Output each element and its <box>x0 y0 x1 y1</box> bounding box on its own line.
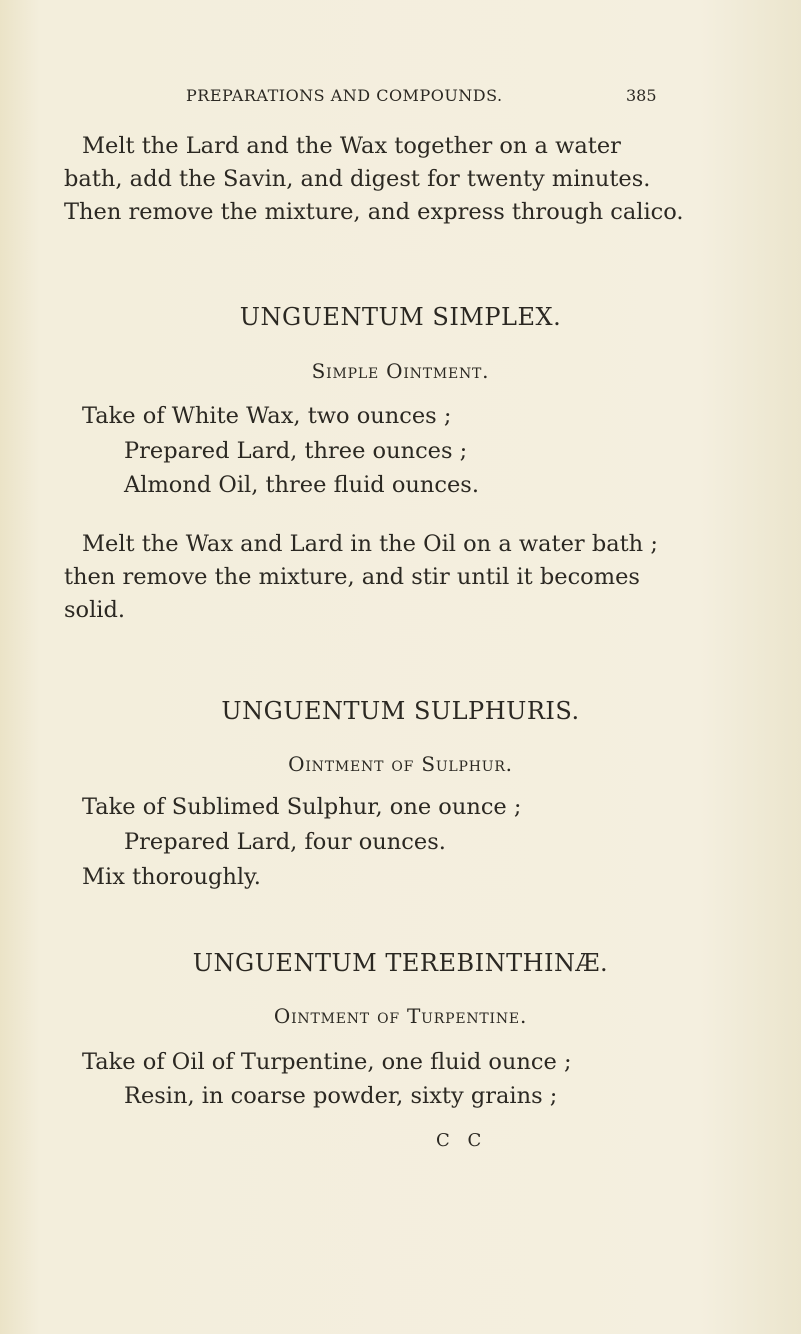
text-line: Then remove the mixture, and express through calico. <box>64 199 684 225</box>
text-line: then remove the mixture, and stir until it becomes <box>64 564 640 590</box>
text-line: solid. <box>64 597 126 623</box>
ingredient-line: Resin, in coarse powder, sixty grains ; <box>124 1083 558 1109</box>
section-subtitle: Ointment of Turpentine. <box>273 1004 528 1028</box>
section-title: UNGUENTUM SULPHURIS. <box>221 697 580 725</box>
text-line: Melt the Wax and Lard in the Oil on a water bath ; <box>82 531 658 557</box>
ingredient-line: Take of Sublimed Sulphur, one ounce ; <box>82 794 522 820</box>
ingredient-line: Almond Oil, three fluid ounces. <box>124 472 479 498</box>
page-number: 385 <box>626 86 657 105</box>
page-header <box>0 86 801 116</box>
text-line: Melt the Lard and the Wax together on a water <box>82 133 621 159</box>
ingredient-line: Prepared Lard, three ounces ; <box>124 438 468 464</box>
section-title: UNGUENTUM TEREBINTHINÆ. <box>192 949 609 977</box>
directions-line: Mix thoroughly. <box>82 864 261 890</box>
section-subtitle: Simple Ointment. <box>311 359 490 383</box>
intro-paragraph <box>64 130 684 229</box>
section-subtitle: Ointment of Sulphur. <box>288 752 513 776</box>
signature-mark: C C <box>436 1130 488 1151</box>
section-title: UNGUENTUM SIMPLEX. <box>239 303 562 331</box>
running-head: PREPARATIONS AND COMPOUNDS. <box>186 86 503 105</box>
ingredient-line: Prepared Lard, four ounces. <box>124 829 446 855</box>
directions-paragraph <box>64 528 664 627</box>
ingredient-line: Take of White Wax, two ounces ; <box>82 403 452 429</box>
text-line: bath, add the Savin, and digest for twenty minutes. <box>64 166 651 192</box>
ingredient-line: Take of Oil of Turpentine, one fluid ounce ; <box>82 1049 572 1075</box>
